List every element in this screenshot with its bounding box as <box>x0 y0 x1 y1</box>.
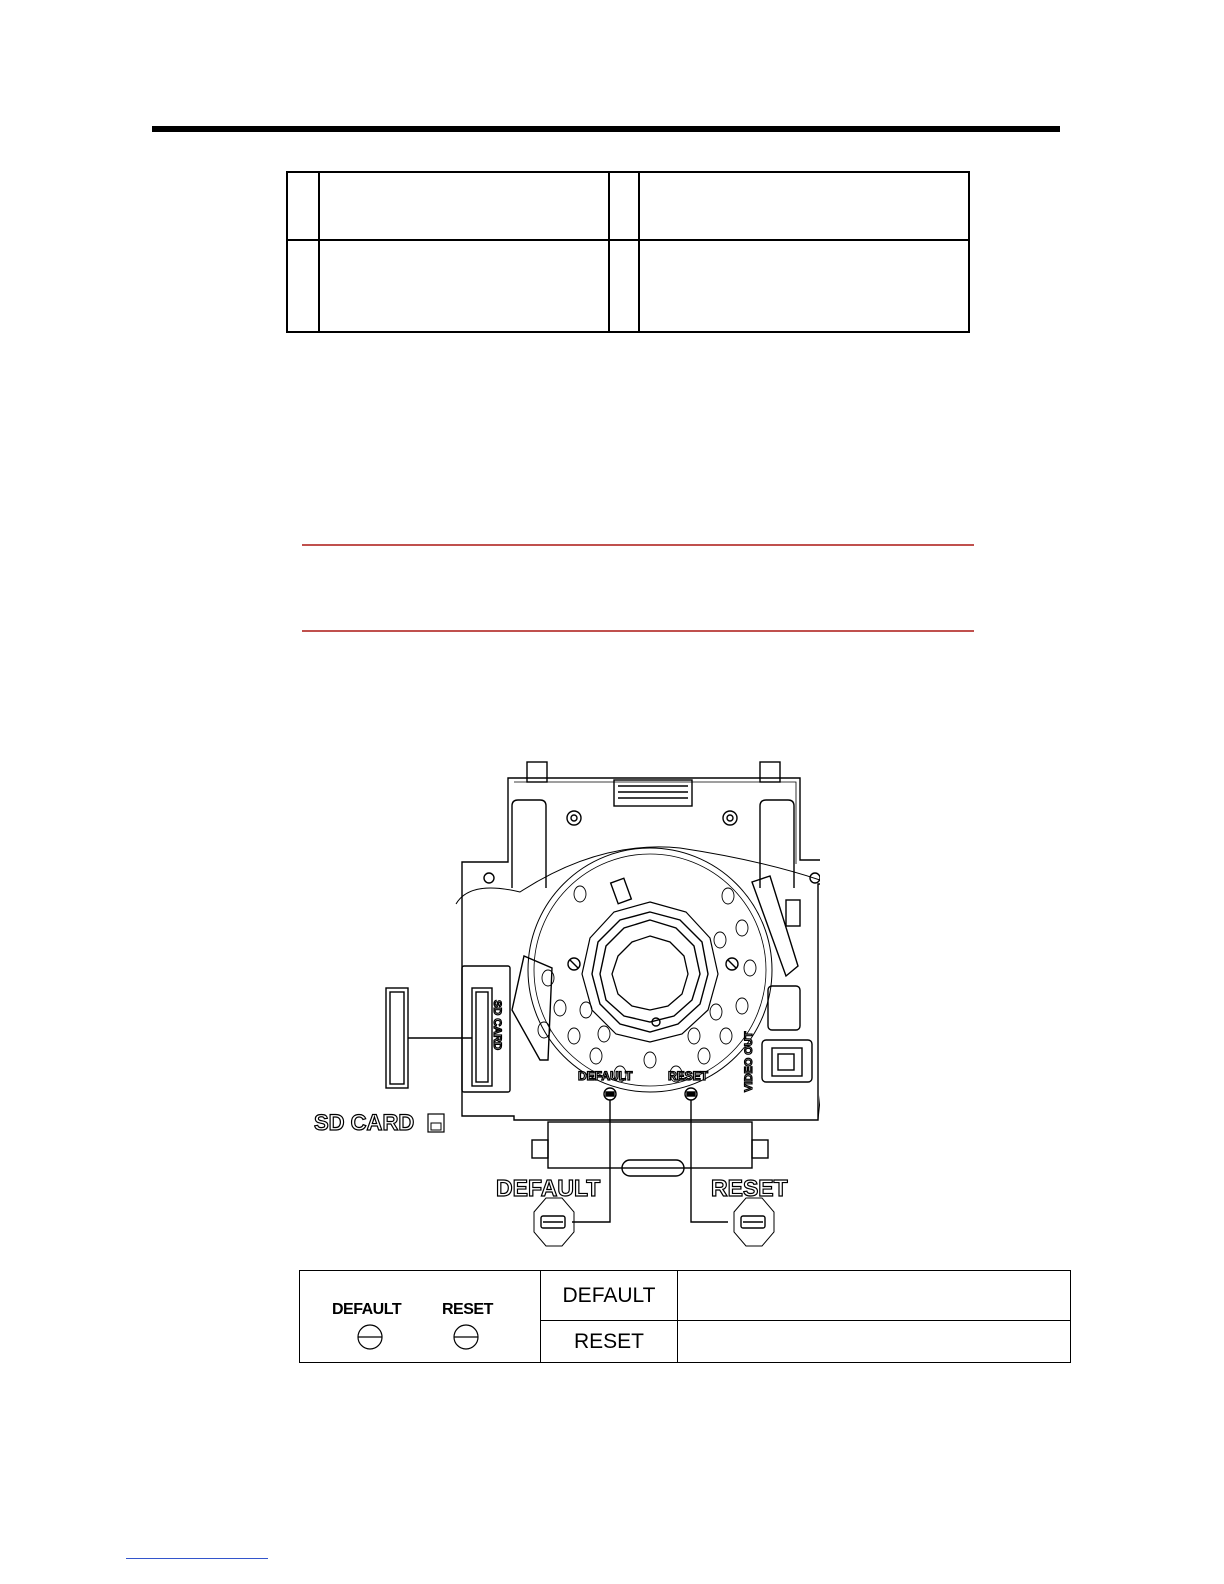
sd-card-label-small: SD CARD <box>491 1000 503 1051</box>
spec-table-cell <box>609 240 639 332</box>
board-outline <box>462 778 820 1120</box>
button-desc-reset <box>678 1321 1071 1363</box>
reset-button-icon <box>452 1323 482 1353</box>
spec-table-cell <box>609 172 639 240</box>
spec-table <box>286 171 970 333</box>
button-function-table <box>299 1270 1071 1363</box>
default-button-icon <box>356 1323 386 1353</box>
sd-lock-icon <box>428 1114 444 1132</box>
video-out-label: VIDEO OUT <box>743 1031 755 1092</box>
default-label-small: DEFAULT <box>578 1069 633 1083</box>
reset-icon-label: RESET <box>442 1301 493 1318</box>
header-rule <box>152 126 1060 132</box>
button-name-reset: RESET <box>541 1321 678 1363</box>
mount-tab <box>527 762 547 782</box>
note-rule-bottom <box>302 630 974 632</box>
spec-table-cell <box>287 172 319 240</box>
spec-table-cell <box>287 240 319 332</box>
spec-table-cell <box>319 172 609 240</box>
button-desc-default <box>678 1271 1071 1321</box>
footnote-rule <box>126 1558 268 1559</box>
button-name-default: DEFAULT <box>541 1271 678 1321</box>
top-connector <box>614 780 692 806</box>
spec-table-cell <box>639 172 969 240</box>
default-label-large: DEFAULT <box>496 1175 601 1201</box>
spec-table-cell <box>319 240 609 332</box>
spec-table-cell <box>639 240 969 332</box>
reset-label-large: RESET <box>711 1175 788 1201</box>
sd-card-label-large: SD CARD <box>314 1110 415 1135</box>
default-icon-label: DEFAULT <box>332 1301 402 1318</box>
button-icons-cell <box>300 1271 541 1363</box>
mount-tab <box>760 762 780 782</box>
reset-label-small: RESET <box>668 1069 709 1083</box>
note-rule-top <box>302 544 974 546</box>
camera-board-diagram <box>300 740 820 1260</box>
